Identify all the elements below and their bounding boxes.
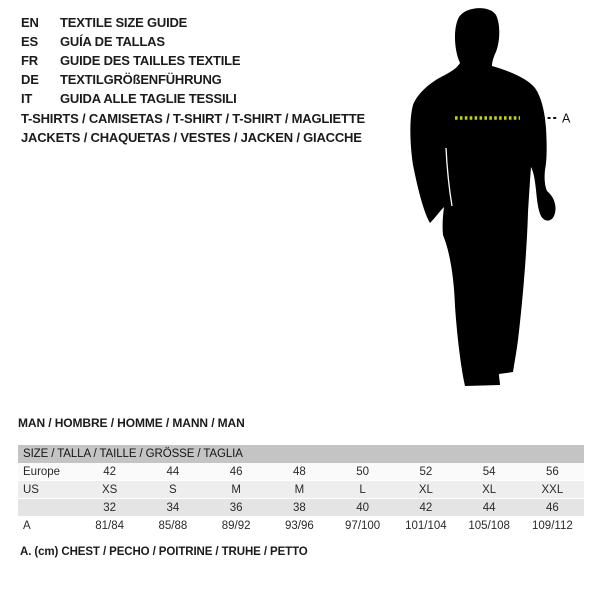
lang-code: IT [21,91,33,106]
man-figure [400,0,590,400]
garment-categories [21,109,365,147]
table-row-us [18,481,584,499]
lang-row-es [21,32,240,51]
table-row-uk [18,499,584,517]
table-cell: XXL [541,483,564,496]
table-cell: XL [418,483,433,496]
section-heading: MAN / HOMBRE / HOMME / MANN / MAN [18,416,245,430]
table-row-chest-a [18,517,584,535]
lang-label: GUÍA DE TALLAS [60,34,165,49]
row-label: US [23,483,39,496]
man-silhouette [410,8,555,386]
table-cell: 81/84 [95,519,125,532]
size-table [18,445,584,535]
table-cell: 101/104 [405,519,447,532]
table-cell: 34 [166,501,180,514]
lang-row-de [21,70,240,89]
category-line-jackets: JACKETS / CHAQUETAS / VESTES / JACKEN / GIACCHE [21,130,362,145]
table-cell: 42 [419,501,433,514]
table-cell: 48 [292,465,306,478]
measurement-footnote: A. (cm) CHEST / PECHO / POITRINE / TRUHE / PETTO [20,546,308,558]
table-cell: 105/108 [468,519,510,532]
lang-label: TEXTILGRÖßENFÜHRUNG [60,72,222,87]
table-cell: 109/112 [532,519,573,532]
row-label: A [23,519,31,532]
lang-label: GUIDA ALLE TAGLIE TESSILI [60,91,237,106]
row-label: Europe [23,465,61,478]
lang-code: EN [21,15,39,30]
table-cell: 40 [356,501,370,514]
lang-code: ES [21,34,38,49]
lang-code: FR [21,53,38,68]
table-cell: 97/100 [345,519,381,532]
table-cell: 85/88 [158,519,188,532]
table-cell: S [169,483,177,496]
table-cell: L [359,483,366,496]
category-line-tshirts: T-SHIRTS / CAMISETAS / T-SHIRT / T-SHIRT / MAGLIETTE [21,111,365,126]
table-cell: M [231,483,241,496]
table-cell: XS [101,483,118,496]
table-cell: M [294,483,305,496]
table-cell: 56 [545,465,559,478]
lang-row-en [21,13,240,32]
lang-label: GUIDE DES TAILLES TEXTILE [60,53,241,68]
measure-label-a: A [562,111,571,126]
lang-code: DE [21,72,39,87]
table-cell: 54 [482,465,496,478]
table-row-europe [18,463,584,481]
table-cell: 32 [103,501,117,514]
table-cell: 36 [229,501,243,514]
table-cell: 42 [103,465,117,478]
lang-row-it [21,89,240,108]
table-cell: 93/96 [284,519,314,532]
table-cell: 38 [292,501,306,514]
table-cell: 52 [419,465,433,478]
language-list [21,13,240,108]
table-cell: 46 [229,465,243,478]
table-cell: XL [482,483,497,496]
table-cell: 44 [166,465,180,478]
man-silhouette-svg [400,0,590,400]
table-cell: 89/92 [221,519,251,532]
size-table-header: SIZE / TALLA / TAILLE / GRÖSSE / TAGLIA [18,445,584,463]
table-cell: 44 [482,501,496,514]
lang-label: TEXTILE SIZE GUIDE [60,15,188,30]
table-cell: 46 [545,501,559,514]
table-cell: 50 [356,465,370,478]
lang-row-fr [21,51,240,70]
